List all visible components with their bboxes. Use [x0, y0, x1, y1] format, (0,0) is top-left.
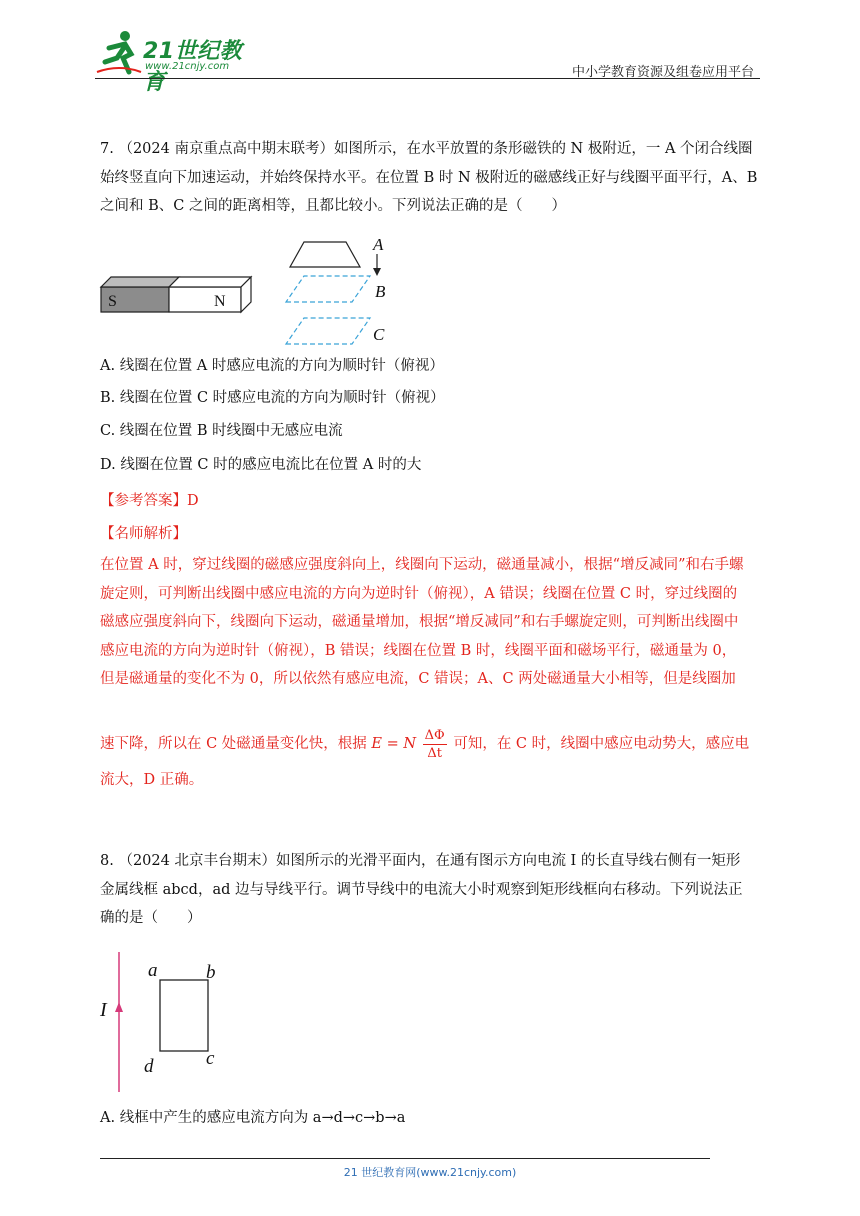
coil-position-a	[290, 242, 360, 267]
formula-numerator: ΔΦ	[424, 727, 445, 743]
label-d-corner: d	[144, 1056, 154, 1077]
runner-logo-icon	[95, 28, 143, 76]
q8-wire-frame-figure	[96, 950, 236, 1096]
analysis-line-5: 但是磁通量的变化不为 0，所以依然有感应电流，C 错误；A、C 两处磁通量大小相等，但是线圈加	[100, 671, 736, 687]
q8-stem	[100, 847, 765, 933]
q8-line-1: 8. （2024 北京丰台期末）如图所示的光滑平面内，在通有图示方向电流 I 的长直导线右侧有一矩形	[100, 853, 741, 869]
q7-answer: 【参考答案】D	[100, 493, 199, 509]
analysis-line-6-pre: 速下降，所以在 C 处磁通量变化快，根据	[100, 736, 367, 752]
q7-stem	[100, 135, 765, 221]
analysis-line-4: 感应电流的方向为逆时针（俯视），B 错误；线圈在位置 B 时，线圈平面和磁场平行，磁通量为 0，	[100, 642, 737, 659]
analysis-line-2: 旋定则，可判断出线圈中感应电流的方向为逆时针（俯视），A 错误；线圈在位置 C 时，穿过线圈的	[100, 585, 738, 602]
q7-magnet-coil-figure	[96, 232, 406, 352]
logo-text: 21世纪教育	[143, 39, 243, 95]
analysis-line-3: 磁感应强度斜向下，线圈向下运动，磁通量增加，根据“增反减同”和右手螺旋定则，可判断出线圈中	[100, 614, 739, 630]
q8-option-a[interactable]: A. 线框中产生的感应电流方向为 a→d→c→b→a	[100, 1110, 406, 1126]
magnet-n-label: N	[214, 293, 226, 310]
q7-line-1: 7. （2024 南京重点高中期末联考）如图所示，在水平放置的条形磁铁的 N 极附近，一 A 个闭合线圈	[100, 141, 753, 157]
label-a-corner: a	[148, 960, 158, 981]
magnet-s-label: S	[108, 293, 117, 310]
q8-line-3: 确的是（ ）	[100, 910, 202, 926]
q7-analysis	[100, 551, 765, 694]
footer-divider	[100, 1158, 710, 1159]
label-a: A	[373, 235, 384, 254]
label-i: I	[100, 999, 107, 1021]
site-logo[interactable]	[95, 28, 260, 95]
header-divider	[95, 78, 760, 79]
q7-analysis-tag: 【名师解析】	[100, 526, 187, 542]
page-header	[95, 28, 760, 95]
label-c: C	[373, 325, 385, 344]
arrowhead-icon	[373, 268, 381, 276]
analysis-line-7: 流大，D 正确。	[100, 772, 204, 788]
q7-analysis-formula-line	[100, 724, 765, 764]
logo-url: www.21cnjy.com	[145, 61, 230, 72]
label-c-corner: c	[206, 1048, 215, 1069]
q7-option-c[interactable]: C. 线圈在位置 B 时线圈中无感应电流	[100, 423, 343, 439]
analysis-line-6-post: 可知，在 C 时，线圈中感应电动势大，感应电	[453, 736, 750, 752]
current-direction-arrow-icon	[115, 1002, 123, 1012]
footer-link[interactable]: 21 世纪教育网(www.21cnjy.com)	[343, 1166, 517, 1179]
label-b: B	[375, 282, 386, 301]
formula-lhs: E = N	[371, 736, 417, 752]
rectangular-frame	[160, 980, 208, 1051]
magnet-n-pole	[169, 277, 251, 312]
analysis-line-1: 在位置 A 时，穿过线圈的磁感应强度斜向上，线圈向下运动，磁通量减小，根据“增反减同”和右手螺	[100, 557, 744, 573]
header-tagline: 中小学教育资源及组卷应用平台	[571, 65, 754, 80]
q7-option-a[interactable]: A. 线圈在位置 A 时感应电流的方向为顺时针（俯视）	[100, 358, 444, 374]
formula-fraction	[423, 727, 447, 762]
q7-option-b[interactable]: B. 线圈在位置 C 时感应电流的方向为顺时针（俯视）	[100, 390, 445, 406]
q8-line-2: 金属线框 abcd，ad 边与导线平行。调节导线中的电流大小时观察到矩形线框向右移动。下列说法正	[100, 881, 743, 898]
q7-line-3: 之间和 B、C 之间的距离相等，且都比较小。下列说法正确的是（ ）	[100, 198, 566, 214]
coil-position-c	[286, 318, 370, 344]
q7-option-d[interactable]: D. 线圈在位置 C 时的感应电流比在位置 A 时的大	[100, 457, 422, 473]
label-b-corner: b	[206, 962, 216, 983]
coil-position-b	[286, 276, 370, 302]
q7-line-2: 始终竖直向下加速运动，并始终保持水平。在位置 B 时 N 极附近的磁感线正好与线圈平面平行，A、B	[100, 169, 758, 186]
formula-denominator: Δt	[427, 745, 442, 761]
